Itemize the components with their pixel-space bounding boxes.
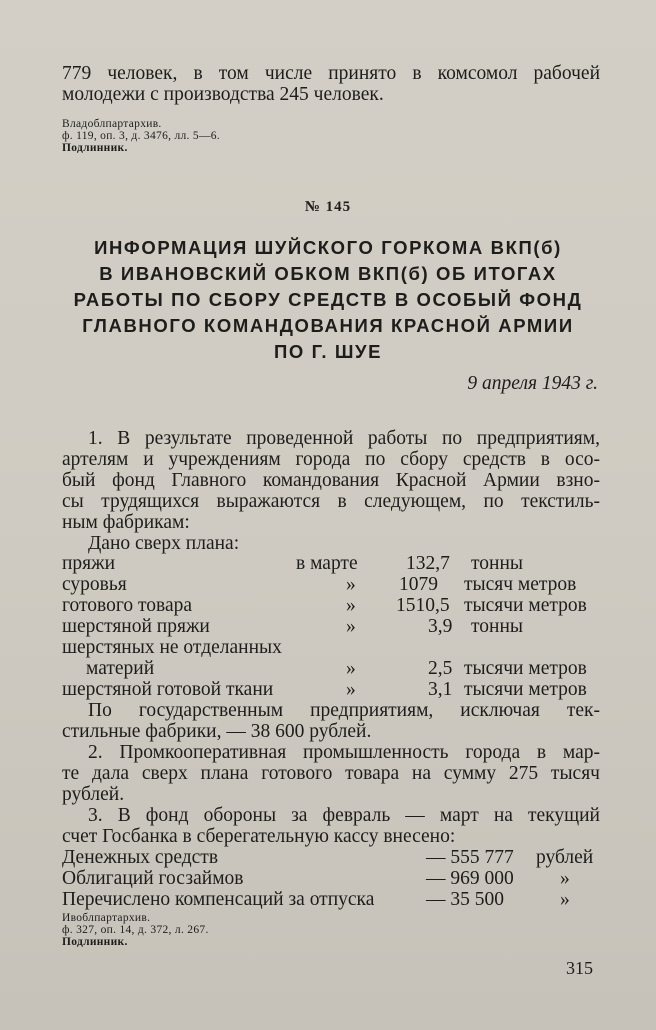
row-item: пряжи	[62, 553, 116, 574]
page-number: 315	[566, 958, 593, 978]
row-item: Облигаций госзаймов	[62, 868, 244, 889]
row-when: »	[346, 595, 356, 616]
section1-line-5: ным фабрикам:	[62, 512, 190, 533]
state-enterprises-line-1: По государственным предприятиям, исключая тек-	[88, 700, 600, 721]
bottom-source-note	[62, 912, 209, 948]
row-value: 2,5	[428, 658, 453, 679]
top-source-ref: ф. 119, оп. 3, д. 3476, лл. 5—6.	[62, 130, 220, 142]
title-line-2: В ИВАНОВСКИЙ ОБКОМ ВКП(б) ОБ ИТОГАХ	[99, 263, 557, 284]
bottom-source-ref: ф. 327, оп. 14, д. 372, л. 267.	[62, 924, 209, 936]
row-item: шерстяной пряжи	[62, 616, 210, 637]
section2-line-2: те дала сверх плана готового товара на сумму 275 тысяч	[62, 763, 600, 784]
row-item: готового товара	[62, 595, 193, 616]
row-when: в марте	[296, 553, 358, 574]
row-unit: тысяч метров	[464, 574, 577, 595]
row-value: — 35 500	[426, 889, 504, 910]
top-source-note	[62, 118, 220, 154]
document-number: № 145	[304, 199, 352, 215]
row-value: 3,9	[428, 616, 453, 637]
section2-line-3: рублей.	[62, 784, 125, 805]
row-item: шерстяных не отделанных	[62, 637, 282, 658]
title-line-1: ИНФОРМАЦИЯ ШУЙСКОГО ГОРКОМА ВКП(б)	[94, 237, 562, 258]
title-line-4: ГЛАВНОГО КОМАНДОВАНИЯ КРАСНОЙ АРМИИ	[82, 315, 574, 336]
row-item: суровья	[62, 574, 127, 595]
row-item: Перечислено компенсаций за отпуска	[62, 889, 375, 910]
state-enterprises-line-2: стильные фабрики, — 38 600 рублей.	[62, 721, 372, 742]
top-source-archive: Владоблпартархив.	[62, 118, 162, 130]
row-when: »	[346, 574, 356, 595]
section1-intro: Дано сверх плана:	[88, 533, 240, 554]
row-unit: тонны	[471, 616, 523, 637]
section2-line-1: 2. Промкооперативная промышленность города в мар-	[88, 742, 600, 763]
document-title	[40, 235, 616, 365]
row-unit: »	[560, 868, 570, 889]
title-line-5: ПО Г. ШУЕ	[273, 341, 383, 362]
top-paragraph-line-2: молодежи с производства 245 человек.	[62, 84, 384, 105]
section1-line-1: 1. В результате проведенной работы по предприятиям,	[88, 428, 600, 449]
section3-line-2: счет Госбанка в сберегательную кассу внесено:	[62, 826, 456, 847]
row-when: »	[346, 679, 356, 700]
row-value: 3,1	[428, 679, 453, 700]
row-when: »	[346, 658, 356, 679]
bottom-source-archive: Ивоблпартархив.	[62, 912, 151, 924]
row-value: — 969 000	[426, 868, 514, 889]
row-value: 132,7	[406, 553, 450, 574]
row-unit: тонны	[471, 553, 523, 574]
section1-line-2: артелям и учреждениям города по сбору средств в осо-	[62, 449, 600, 470]
title-line-3: РАБОТЫ ПО СБОРУ СРЕДСТВ В ОСОБЫЙ ФОНД	[73, 289, 583, 310]
row-unit: рублей	[536, 847, 594, 868]
bottom-source-status: Подлинник.	[62, 936, 128, 948]
row-value: 1510,5	[396, 595, 450, 616]
row-unit: тысячи метров	[464, 658, 587, 679]
row-item: шерстяной готовой ткани	[62, 679, 274, 700]
row-unit: »	[560, 889, 570, 910]
section1-line-3: бый фонд Главного командования Красной Армии взно-	[62, 470, 600, 491]
top-paragraph-line-1: 779 человек, в том числе принято в комсомол рабочей	[62, 63, 600, 84]
row-when: »	[346, 616, 356, 637]
row-value: 1079	[399, 574, 438, 595]
row-item: материй	[86, 658, 155, 679]
row-value: — 555 777	[426, 847, 514, 868]
top-source-status: Подлинник.	[62, 142, 128, 154]
row-unit: тысячи метров	[464, 679, 587, 700]
section1-line-4: сы трудящихся выражаются в следующем, по текстиль-	[62, 491, 600, 512]
row-item: Денежных средств	[62, 847, 219, 868]
section3-line-1: 3. В фонд обороны за февраль — март на текущий	[88, 805, 600, 826]
row-unit: тысячи метров	[464, 595, 587, 616]
document-date: 9 апреля 1943 г.	[467, 373, 598, 394]
